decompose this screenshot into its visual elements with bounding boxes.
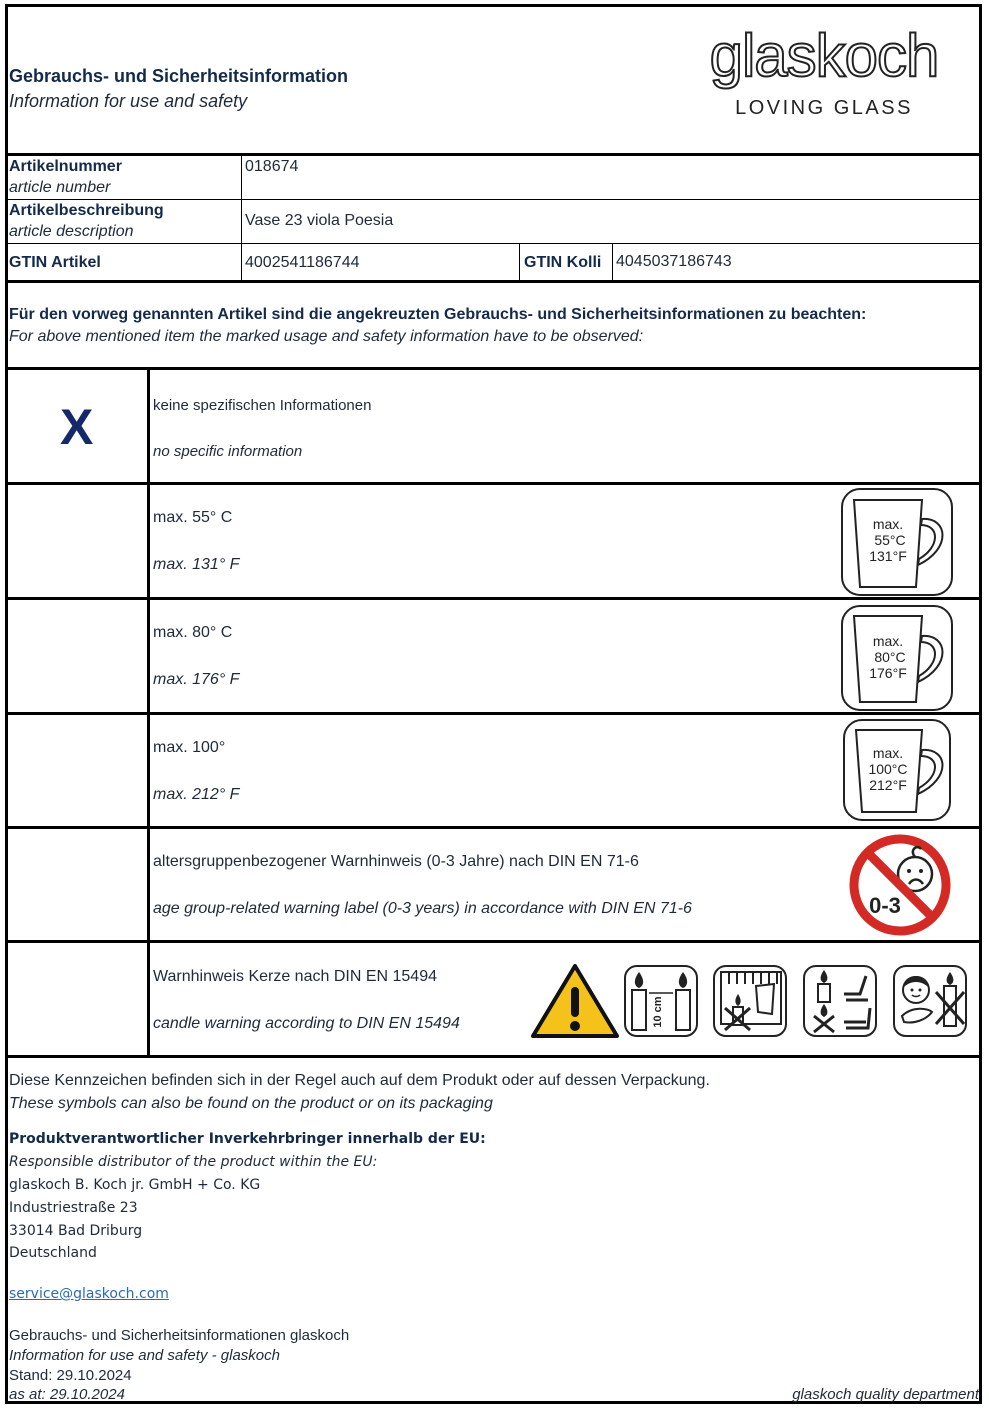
mug-text: max. bbox=[872, 745, 904, 761]
distance-text: 10 cm bbox=[652, 996, 664, 1028]
article-number-label: Artikelnummer bbox=[9, 158, 122, 175]
article-description-label-en: article description bbox=[9, 223, 134, 240]
symbols-note-en: These symbols can also be found on the product or on its packaging bbox=[9, 1095, 493, 1112]
document-title: Gebrauchs- und Sicherheitsinformation bbox=[9, 66, 349, 86]
divider bbox=[5, 280, 982, 283]
article-description-value: Vase 23 viola Poesia bbox=[245, 212, 394, 229]
warning-triangle-icon bbox=[530, 963, 620, 1039]
row-no-info-en: no specific information bbox=[153, 443, 303, 460]
doc-title-footer: Gebrauchs- und Sicherheitsinformationen glaskoch bbox=[9, 1327, 350, 1344]
notice-text: Für den vorweg genannten Artikel sind die angekreuzten Gebrauchs- und Sicherheitsinformationen zu beachten: bbox=[9, 306, 867, 323]
divider bbox=[5, 940, 982, 943]
logo-tagline: LOVING GLASS bbox=[735, 97, 913, 119]
checkbox-empty[interactable] bbox=[6, 485, 147, 597]
company-street: Industriestraße 23 bbox=[9, 1200, 138, 1216]
row-candle-warning-en: candle warning according to DIN EN 15494 bbox=[153, 1015, 460, 1032]
mug-icon bbox=[842, 718, 954, 824]
checkbox-empty[interactable] bbox=[6, 829, 147, 940]
glaskoch-logo bbox=[688, 30, 960, 92]
mug-text: 212°F bbox=[869, 777, 907, 793]
candle-furniture-icon bbox=[802, 964, 880, 1038]
row-no-info-de: keine spezifischen Informationen bbox=[153, 397, 372, 414]
mug-icon bbox=[840, 487, 956, 597]
article-description-label: Artikelbeschreibung bbox=[9, 202, 164, 219]
mug-icon bbox=[840, 604, 956, 714]
article-number-label-en: article number bbox=[9, 179, 111, 196]
divider bbox=[519, 244, 520, 281]
row-80c-de: max. 80° C bbox=[153, 624, 233, 641]
gtin-kolli-label: GTIN Kolli bbox=[524, 254, 602, 271]
row-100c-de: max. 100° bbox=[153, 739, 226, 756]
mug-text: 100°C bbox=[868, 761, 908, 777]
document-subtitle: Information for use and safety bbox=[9, 91, 248, 111]
article-number-value: 018674 bbox=[245, 158, 299, 175]
divider bbox=[5, 597, 982, 600]
gtin-article-value: 4002541186744 bbox=[245, 254, 360, 271]
email-link[interactable]: service@glaskoch.com bbox=[9, 1286, 169, 1302]
mug-text: 176°F bbox=[869, 665, 907, 681]
age-range-text: 0-3 bbox=[869, 893, 901, 918]
distributor-label-en: Responsible distributor of the product within the EU: bbox=[9, 1154, 378, 1170]
company-country: Deutschland bbox=[9, 1245, 97, 1261]
checkbox-marked[interactable]: X bbox=[60, 399, 94, 455]
divider bbox=[612, 244, 613, 281]
doc-title-footer-en: Information for use and safety - glaskoch bbox=[9, 1347, 280, 1364]
mug-text: max. bbox=[872, 633, 904, 649]
date-label-en: as at: 29.10.2024 bbox=[9, 1386, 125, 1403]
divider bbox=[5, 367, 982, 370]
department-label: glaskoch quality department bbox=[792, 1386, 979, 1403]
candle-children-pets-icon bbox=[892, 964, 970, 1038]
mug-text: 55°C bbox=[874, 532, 906, 548]
divider bbox=[5, 712, 982, 715]
company-city: 33014 Bad Driburg bbox=[9, 1223, 143, 1239]
divider bbox=[147, 368, 150, 1057]
gtin-kolli-value: 4045037186743 bbox=[616, 253, 732, 270]
row-age-warning-en: age group-related warning label (0-3 years) in accordance with DIN EN 71-6 bbox=[153, 900, 692, 917]
logo-wordmark: glaskoch bbox=[709, 30, 939, 89]
divider bbox=[5, 1055, 982, 1058]
candle-curtain-icon bbox=[712, 964, 790, 1038]
divider bbox=[5, 826, 982, 829]
company-name: glaskoch B. Koch jr. GmbH + Co. KG bbox=[9, 1177, 261, 1193]
mug-text: max. bbox=[872, 516, 904, 532]
divider bbox=[5, 153, 982, 156]
checkbox-empty[interactable] bbox=[6, 600, 147, 712]
row-age-warning-de: altersgruppenbezogener Warnhinweis (0-3 Jahre) nach DIN EN 71-6 bbox=[153, 853, 639, 870]
checkbox-empty[interactable] bbox=[6, 715, 147, 826]
mug-text: 80°C bbox=[874, 649, 906, 665]
row-candle-warning-de: Warnhinweis Kerze nach DIN EN 15494 bbox=[153, 968, 437, 985]
gtin-article-label: GTIN Artikel bbox=[9, 254, 101, 271]
age-warning-icon bbox=[845, 834, 955, 936]
divider bbox=[241, 155, 242, 281]
divider bbox=[5, 482, 982, 485]
notice-text-en: For above mentioned item the marked usage and safety information have to be observed: bbox=[9, 328, 644, 345]
mug-text: 131°F bbox=[869, 548, 907, 564]
row-100c-en: max. 212° F bbox=[153, 786, 240, 803]
row-55c-en: max. 131° F bbox=[153, 556, 240, 573]
candle-distance-icon bbox=[623, 964, 701, 1038]
divider bbox=[5, 199, 982, 200]
distributor-label: Produktverantwortlicher Inverkehrbringer innerhalb der EU: bbox=[9, 1131, 486, 1147]
row-55c-de: max. 55° C bbox=[153, 509, 233, 526]
row-80c-en: max. 176° F bbox=[153, 671, 240, 688]
symbols-note: Diese Kennzeichen befinden sich in der Regel auch auf dem Produkt oder auf dessen Verpackung. bbox=[9, 1072, 710, 1089]
divider bbox=[5, 243, 982, 244]
date-label: Stand: 29.10.2024 bbox=[9, 1367, 132, 1384]
checkbox-empty[interactable] bbox=[6, 943, 147, 1055]
